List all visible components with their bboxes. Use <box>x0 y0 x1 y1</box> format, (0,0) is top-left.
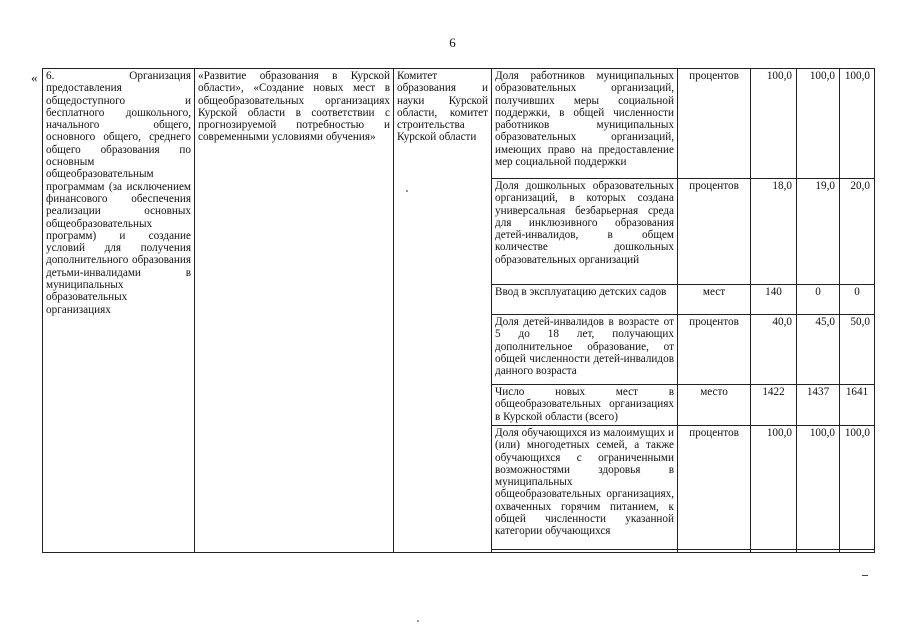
indicator-value-2: 45,0 <box>797 315 840 385</box>
responsible-cell: Комитет образования и науки Курской области, комитет строительства Курской области <box>394 69 492 553</box>
indicator-value-2: 1437 <box>797 385 840 426</box>
scan-dot <box>417 620 419 622</box>
indicator-value-3: 100,0 <box>840 426 875 550</box>
indicator-value-2: 0 <box>797 285 840 315</box>
indicators-table <box>42 68 875 553</box>
table-tail-cell <box>797 550 840 553</box>
indicator-unit: место <box>678 385 751 426</box>
table-tail-cell <box>492 550 678 553</box>
indicator-name: Ввод в эксплуатацию детских садов <box>492 285 678 315</box>
table-row <box>43 69 875 179</box>
indicator-name: Доля обучающихся из малоимущих и (или) многодетных семей, а также обучающихся с ограниченными возможностями здоровья в муниципальных общеобразовательных организациях, охваченных горячим питанием, к общей численности указанной категории обучающихся <box>492 426 678 550</box>
scan-mark <box>862 575 868 576</box>
indicator-unit: процентов <box>678 69 751 179</box>
indicator-name: Доля детей-инвалидов в возрасте от 5 до 18 лет, получающих дополнительное образование, от общей численности детей-инвалидов данного возраста <box>492 315 678 385</box>
indicator-value-3: 0 <box>840 285 875 315</box>
indicator-value-1: 100,0 <box>751 69 797 179</box>
indicator-value-3: 20,0 <box>840 179 875 285</box>
indicator-value-1: 100,0 <box>751 426 797 550</box>
indicator-unit: мест <box>678 285 751 315</box>
indicator-value-1: 18,0 <box>751 179 797 285</box>
indicator-name: Доля дошкольных образовательных организаций, в которых создана универсальная безбарьерная среда для инклюзивного образования детей-инвалидов, в общем количестве дошкольных образовательных организаций <box>492 179 678 285</box>
indicator-value-2: 100,0 <box>797 426 840 550</box>
opening-quote-mark: « <box>31 70 38 85</box>
indicator-unit: процентов <box>678 179 751 285</box>
table-tail-cell <box>840 550 875 553</box>
table-tail-cell <box>678 550 751 553</box>
indicator-value-2: 100,0 <box>797 69 840 179</box>
indicator-value-1: 140 <box>751 285 797 315</box>
indicator-name: Число новых мест в общеобразовательных организациях в Курской области (всего) <box>492 385 678 426</box>
page-number: 6 <box>449 35 456 50</box>
indicator-value-3: 1641 <box>840 385 875 426</box>
indicator-unit: процентов <box>678 426 751 550</box>
indicator-value-1: 40,0 <box>751 315 797 385</box>
indicator-value-1: 1422 <box>751 385 797 426</box>
indicator-unit: процентов <box>678 315 751 385</box>
scan-dot <box>406 190 408 192</box>
indicator-name: Доля работников муниципальных образовательных организаций, получивших меры социальной поддержки, в общей численности работников муниципальных образовательных организаций, имеющих право на предоставление мер социальной поддержки <box>492 69 678 179</box>
projects-cell: «Развитие образования в Курской области», «Создание новых мест в общеобразовательных организациях Курской области в соответствии с прогнозируемой потребностью и современными условиями обучения» <box>195 69 394 553</box>
indicator-value-3: 50,0 <box>840 315 875 385</box>
indicator-value-3: 100,0 <box>840 69 875 179</box>
table-tail-cell <box>751 550 797 553</box>
program-name-cell: 6. Организация предоставления общедоступного и бесплатного дошкольного, начального общего, основного общего, среднего общего образования по основным общеобразовательным программам (за исключением финансового обеспечения реализации основных общеобразовательных программ) и создание условий для получения дополнительного образования детьми-инвалидами в муниципальных образовательных организациях <box>43 69 195 553</box>
indicator-value-2: 19,0 <box>797 179 840 285</box>
